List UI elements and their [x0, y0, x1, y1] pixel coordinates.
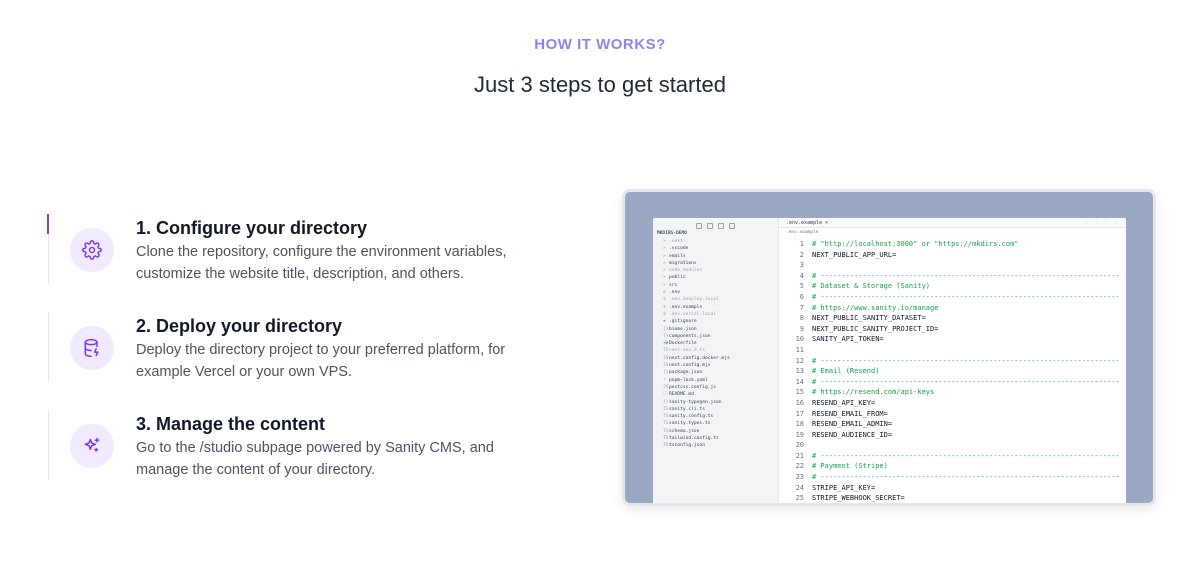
- line-number: 17: [795, 409, 804, 418]
- code-line: [780, 345, 1126, 356]
- file-type-icon: TS: [663, 443, 669, 449]
- code-line: [780, 430, 1126, 441]
- code-line: [780, 419, 1126, 430]
- code-text: # -----------------------------------------------------------------------: [812, 356, 1120, 365]
- code-text: NEXT_PUBLIC_APP_URL=: [812, 250, 897, 259]
- line-number: 2: [799, 250, 804, 259]
- file-item[interactable]: [653, 384, 778, 391]
- file-item[interactable]: [653, 238, 778, 245]
- code-editor-screenshot: [653, 218, 1126, 506]
- step-description: Clone the repository, configure the environment variables, customize the website title, description, and others.: [136, 244, 507, 282]
- file-item[interactable]: [653, 318, 778, 325]
- file-name: schema.json: [669, 428, 700, 434]
- step-configure[interactable]: [47, 212, 567, 310]
- file-type-icon: >: [663, 268, 666, 274]
- file-item[interactable]: [653, 435, 778, 442]
- code-text: RESEND_EMAIL_ADMIN=: [812, 420, 893, 429]
- code-text: NEXT_PUBLIC_SANITY_DATASET=: [812, 314, 926, 323]
- code-line: [780, 281, 1126, 292]
- step-title: 3. Manage the content: [136, 414, 326, 434]
- file-name: README.md: [669, 392, 694, 398]
- line-number: 9: [799, 324, 804, 333]
- step-description: Go to the /studio subpage powered by Sanity CMS, and manage the content of your directory.: [136, 440, 494, 478]
- code-text: # -----------------------------------------------------------------------: [812, 292, 1120, 301]
- file-type-icon: JS: [663, 363, 669, 369]
- step-divider: [48, 312, 49, 382]
- explorer-toolbar: [653, 218, 778, 230]
- file-item[interactable]: [653, 326, 778, 333]
- line-number: 10: [795, 335, 804, 344]
- breadcrumb: .env.example: [786, 230, 819, 235]
- line-number: 16: [795, 398, 804, 407]
- code-text: # -----------------------------------------------------------------------: [812, 377, 1120, 386]
- file-name: node_modules: [669, 268, 703, 274]
- file-item[interactable]: [653, 304, 778, 311]
- line-number: 23: [795, 473, 804, 482]
- file-name: .env.example: [669, 304, 703, 310]
- file-type-icon: JS: [663, 355, 669, 361]
- file-type-icon: >: [663, 239, 666, 244]
- code-line: [780, 440, 1126, 451]
- code-text: # "http://localhost:3000" or "https://mkdirs.com": [812, 240, 1019, 248]
- file-item[interactable]: [653, 399, 778, 406]
- code-line: [780, 356, 1126, 367]
- code-line: [780, 451, 1126, 462]
- screenshot-frame: [622, 189, 1156, 506]
- line-number: 22: [795, 462, 804, 471]
- line-number: 5: [799, 282, 804, 291]
- line-number: 20: [795, 441, 804, 450]
- line-number: 8: [799, 314, 804, 323]
- code-line: [780, 303, 1126, 314]
- extensions-icon: [729, 223, 735, 229]
- git-icon: [718, 223, 724, 229]
- gear-icon: [70, 228, 114, 272]
- line-number: 18: [795, 420, 804, 429]
- file-type-icon: TS: [663, 436, 669, 442]
- file-name: .gitignore: [669, 319, 697, 325]
- file-item[interactable]: [653, 245, 778, 252]
- file-item[interactable]: [653, 413, 778, 420]
- file-name: pnpm-lock.yaml: [669, 377, 708, 383]
- file-item[interactable]: [653, 260, 778, 267]
- file-type-icon: TS: [663, 406, 669, 412]
- file-item[interactable]: [653, 311, 778, 318]
- file-item[interactable]: [653, 282, 778, 289]
- file-name: .next: [669, 239, 683, 244]
- file-type-icon: >: [663, 246, 666, 252]
- code-text: # https://resend.com/api-keys: [812, 388, 935, 397]
- file-type-icon: >: [663, 282, 666, 288]
- file-type-icon: {}: [663, 326, 669, 332]
- file-type-icon: TS: [663, 414, 669, 420]
- file-item[interactable]: [653, 253, 778, 260]
- file-name: .vscode: [669, 246, 689, 252]
- file-name: sanity.config.ts: [669, 414, 714, 420]
- line-number: 13: [795, 367, 804, 376]
- file-name: postcss.config.js: [669, 384, 717, 390]
- code-line: [780, 260, 1126, 271]
- code-text: STRIPE_WEBHOOK_SECRET=: [812, 494, 905, 503]
- file-type-icon: >: [663, 253, 666, 259]
- file-type-icon: $: [663, 311, 666, 317]
- file-name: sanity-typegen.json: [669, 399, 722, 405]
- step-title: 1. Configure your directory: [136, 218, 368, 238]
- file-name: tsconfig.json: [669, 443, 705, 449]
- line-number: 1: [799, 240, 804, 248]
- line-number: 19: [795, 430, 804, 439]
- file-type-icon: 🐳: [663, 341, 669, 347]
- file-name: migrations: [669, 260, 697, 266]
- code-line: [780, 292, 1126, 303]
- file-item[interactable]: [653, 274, 778, 281]
- code-text: # Dataset & Storage (Sanity): [812, 282, 931, 291]
- code-line: [780, 313, 1126, 324]
- file-item[interactable]: [653, 442, 778, 449]
- line-number: 14: [795, 377, 804, 386]
- editor-tabbar: [780, 218, 1126, 228]
- file-type-icon: $: [663, 297, 666, 303]
- file-name: next-env.d.ts: [669, 348, 705, 354]
- project-root: MKDIRS-DEMO: [657, 231, 687, 236]
- tab-label: .env.example: [786, 220, 823, 226]
- editor-actions: ◦ ◦ ◦ ◦: [1084, 220, 1120, 226]
- file-item[interactable]: [653, 347, 778, 354]
- step-manage[interactable]: [47, 408, 567, 506]
- code-text: # Payment (Stripe): [812, 462, 888, 471]
- file-name: src: [669, 282, 678, 288]
- file-item[interactable]: [653, 377, 778, 384]
- code-text: NEXT_PUBLIC_SANITY_PROJECT_ID=: [812, 324, 939, 333]
- file-item[interactable]: [653, 355, 778, 362]
- file-type-icon: >: [663, 260, 666, 266]
- file-item[interactable]: [653, 369, 778, 376]
- code-line: [780, 271, 1126, 282]
- code-line: [780, 377, 1126, 388]
- file-item[interactable]: [653, 420, 778, 427]
- line-number: 24: [795, 483, 804, 492]
- step-active-indicator: [47, 214, 49, 234]
- step-description: Deploy the directory project to your preferred platform, for example Vercel or your own VPS.: [136, 342, 506, 380]
- file-name: .env.vercel.local: [669, 311, 717, 317]
- code-line: [780, 483, 1126, 494]
- file-item[interactable]: [653, 267, 778, 274]
- line-number: 25: [795, 494, 804, 503]
- file-item[interactable]: [653, 391, 778, 398]
- file-name: .env: [669, 290, 681, 296]
- line-number: 21: [795, 451, 804, 460]
- file-name: components.json: [669, 333, 711, 339]
- code-text: RESEND_AUDIENCE_ID=: [812, 430, 893, 439]
- code-line: [780, 250, 1126, 261]
- code-line: [780, 461, 1126, 472]
- section-title: Just 3 steps to get started: [474, 72, 726, 97]
- file-type-icon: {}: [663, 333, 669, 339]
- code-line: [780, 366, 1126, 377]
- section-eyebrow: HOW IT WORKS?: [0, 36, 1200, 53]
- file-item[interactable]: [653, 333, 778, 340]
- code-line: [780, 387, 1126, 398]
- code-text: # -----------------------------------------------------------------------: [812, 473, 1120, 482]
- step-divider: [48, 410, 49, 480]
- code-text: # https://www.sanity.io/manage: [812, 303, 939, 312]
- database-icon: [70, 326, 114, 370]
- file-type-icon: ◆: [663, 319, 666, 325]
- search-icon: [707, 223, 713, 229]
- file-name: next.config.docker.mjs: [669, 355, 730, 361]
- step-deploy[interactable]: [47, 310, 567, 408]
- file-name: package.json: [669, 370, 703, 376]
- step-divider: [48, 234, 49, 284]
- line-number: 4: [799, 271, 804, 280]
- code-text: # -----------------------------------------------------------------------: [812, 451, 1120, 460]
- file-item[interactable]: [653, 340, 778, 347]
- file-name: sanity.types.ts: [669, 421, 711, 427]
- line-number: 3: [799, 261, 804, 270]
- code-text: # -----------------------------------------------------------------------: [812, 271, 1120, 280]
- file-item[interactable]: [653, 428, 778, 435]
- step-title: 2. Deploy your directory: [136, 316, 343, 336]
- file-name: emails: [669, 253, 686, 259]
- code-line: [780, 409, 1126, 420]
- editor-tab: .env.example ×: [786, 220, 829, 226]
- code-line: [780, 472, 1126, 483]
- file-item[interactable]: [653, 362, 778, 369]
- line-number: 15: [795, 388, 804, 397]
- code-line: [780, 239, 1126, 250]
- steps-list: [47, 212, 567, 506]
- code-text: # Email (Resend): [812, 367, 880, 376]
- file-type-icon: !: [663, 377, 666, 383]
- line-number: 12: [795, 356, 804, 365]
- file-name: public: [669, 275, 686, 281]
- file-type-icon: $: [663, 304, 666, 310]
- code-line: [780, 334, 1126, 345]
- file-type-icon: TS: [663, 421, 669, 427]
- file-item[interactable]: [653, 289, 778, 296]
- file-name: .env.dokploy.local: [669, 297, 719, 303]
- code-text: RESEND_API_KEY=: [812, 398, 876, 407]
- code-text: STRIPE_API_KEY=: [812, 483, 876, 492]
- file-type-icon: ⚙: [663, 290, 666, 296]
- file-explorer: [653, 218, 779, 506]
- file-type-icon: ⓘ: [663, 392, 668, 398]
- line-number: 6: [799, 292, 804, 301]
- file-name: tailwind.config.ts: [669, 436, 719, 442]
- file-item[interactable]: [653, 296, 778, 303]
- file-type-icon: JS: [663, 384, 669, 390]
- code-line: [780, 398, 1126, 409]
- sparkles-icon: [70, 424, 114, 468]
- file-name: next.config.mjs: [669, 363, 711, 369]
- line-number: 11: [795, 345, 804, 354]
- code-line: [780, 493, 1126, 504]
- file-type-icon: TS: [663, 348, 669, 354]
- file-type-icon: >: [663, 275, 666, 281]
- code-text: SANITY_API_TOKEN=: [812, 335, 884, 344]
- file-name: Dockerfile: [669, 341, 697, 347]
- file-type-icon: TS: [663, 428, 669, 434]
- code-line: [780, 324, 1126, 335]
- file-item[interactable]: [653, 406, 778, 413]
- file-name: biome.json: [669, 326, 697, 332]
- file-list: [653, 238, 778, 450]
- new-file-icon: [696, 223, 702, 229]
- code-area: [780, 239, 1126, 504]
- line-number: 7: [799, 303, 804, 312]
- code-text: RESEND_EMAIL_FROM=: [812, 409, 888, 418]
- file-name: sanity.cli.ts: [669, 406, 705, 412]
- file-type-icon: {}: [663, 370, 669, 376]
- file-type-icon: {}: [663, 399, 669, 405]
